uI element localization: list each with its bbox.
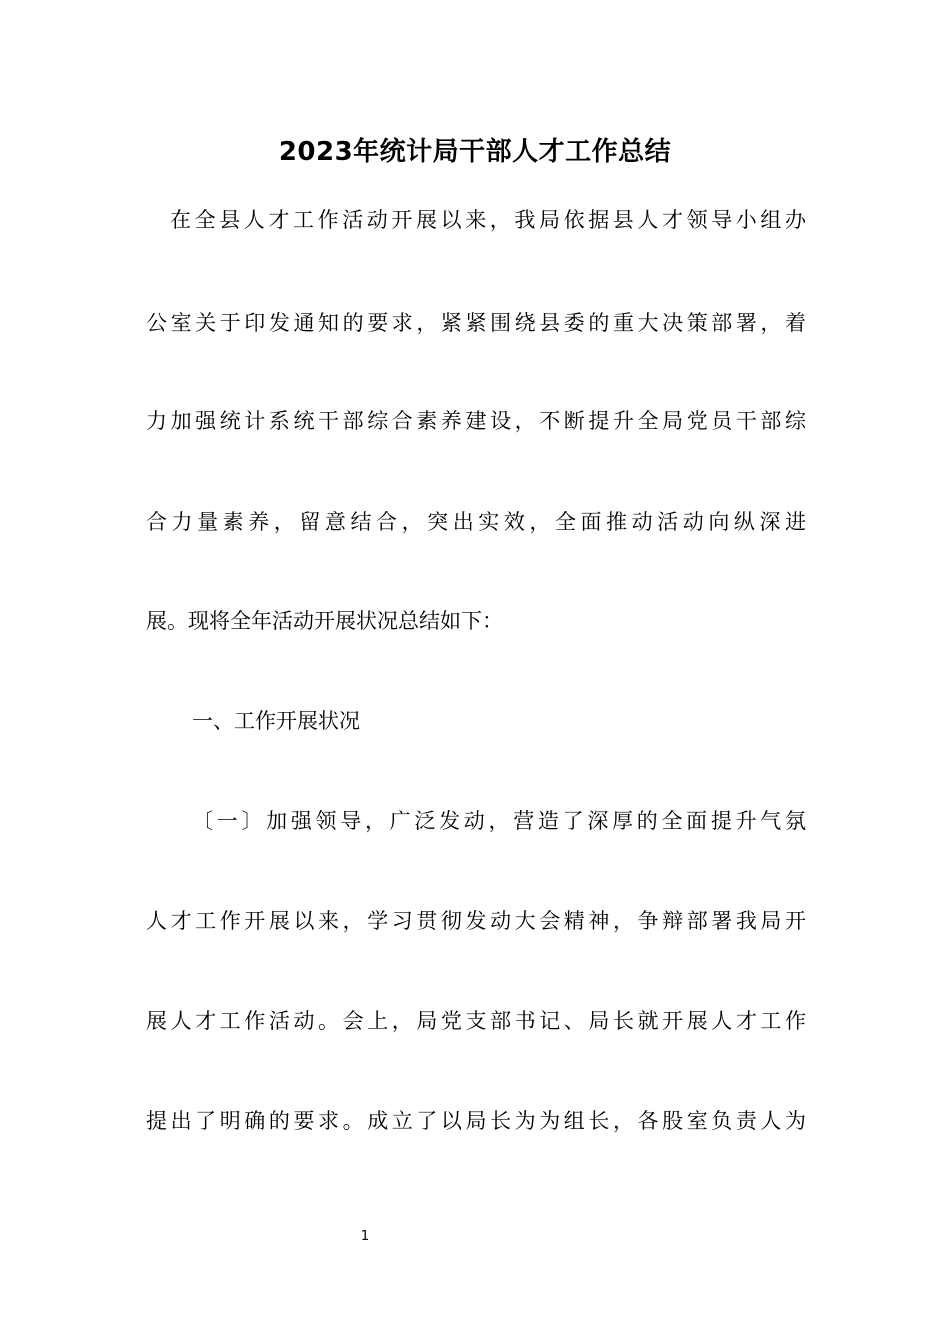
subsection-heading: 〔一〕加强领导，广泛发动，营造了深厚的全面提升气氛 <box>192 809 806 833</box>
paragraph-line: 在全县人才工作活动开展以来，我局依据县人才领导小组办 <box>170 208 806 232</box>
paragraph-line: 公室关于印发通知的要求，紧紧围绕县委的重大决策部署，着 <box>146 311 806 335</box>
paragraph-line: 展。现将全年活动开展状况总结如下： <box>146 609 503 633</box>
paragraph-line: 力加强统计系统干部综合素养建设，不断提升全局党员干部综 <box>146 409 806 433</box>
paragraph-line: 提出了明确的要求。成立了以局长为为组长，各股室负责人为 <box>146 1109 806 1133</box>
paragraph-line: 合力量素养，留意结合，突出实效，全面推动活动向纵深进 <box>146 510 806 534</box>
paragraph-line: 展人才工作活动。会上，局党支部书记、局长就开展人才工作 <box>146 1009 806 1033</box>
section-heading: 一、工作开展状况 <box>192 709 360 733</box>
document-title: 2023年统计局干部人才工作总结 <box>278 137 672 167</box>
paragraph-line: 人才工作开展以来，学习贯彻发动大会精神，争辩部署我局开 <box>146 909 806 933</box>
page-number: 1 <box>360 1229 370 1244</box>
